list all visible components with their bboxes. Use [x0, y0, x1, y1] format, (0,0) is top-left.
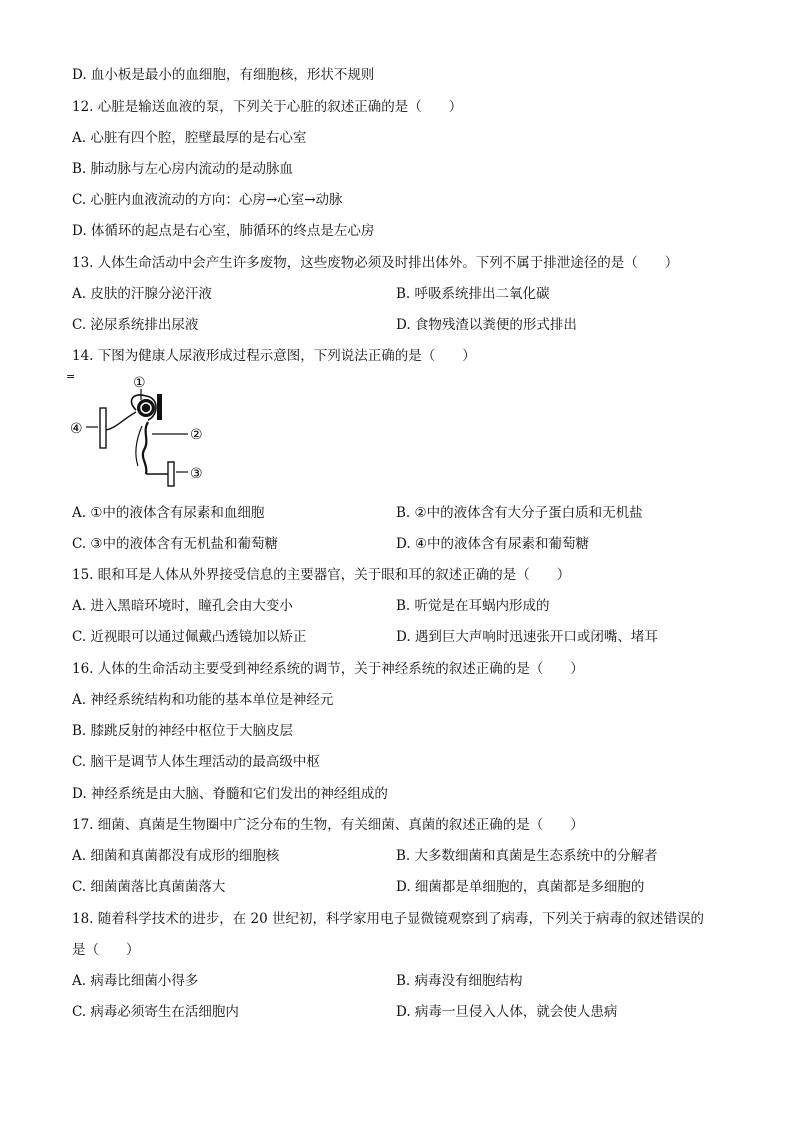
option-12b: B. 肺动脉与左心房内流动的是动脉血	[72, 161, 294, 177]
question-12: 12. 心脏是输送血液的泵，下列关于心脏的叙述正确的是（ ）	[72, 99, 463, 115]
option-16d: D. 神经系统是由大脑、脊髓和它们发出的神经组成的	[72, 786, 388, 802]
options-13ab	[72, 285, 722, 303]
question-14: 14. 下图为健康人尿液形成过程示意图，下列说法正确的是（ ）	[72, 348, 476, 364]
options-17cd	[72, 878, 722, 896]
option-16c: C. 脑干是调节人体生理活动的最高级中枢	[72, 754, 320, 770]
option-13c: C. 泌尿系统排出尿液	[72, 317, 199, 333]
nephron-diagram	[64, 370, 224, 488]
question-18: 18. 随着科学技术的进步，在 20 世纪初，科学家用电子显微镜观察到了病毒，下列关于病毒的叙述错误的	[72, 911, 705, 927]
option-15c: C. 近视眼可以通过佩戴凸透镜加以矫正	[72, 629, 307, 645]
option-14b: B. ②中的液体含有大分子蛋白质和无机盐	[396, 505, 643, 521]
option-17d: D. 细菌都是单细胞的，真菌都是多细胞的	[396, 879, 645, 895]
label-1: ①	[133, 375, 146, 391]
tubule-segment	[136, 426, 142, 466]
question-16: 16. 人体的生命活动主要受到神经系统的调节，关于神经系统的叙述正确的是（ ）	[72, 661, 584, 677]
option-13a: A. 皮肤的汗腺分泌汗液	[72, 286, 212, 302]
options-13cd	[72, 316, 722, 334]
options-18ab	[72, 972, 722, 990]
option-14c: C. ③中的液体含有无机盐和葡萄糖	[72, 536, 279, 552]
blood-vessel	[157, 394, 162, 420]
collecting-duct	[100, 408, 106, 448]
label-3: ③	[190, 466, 203, 482]
options-17ab	[72, 847, 722, 865]
option-15d: D. 遇到巨大声响时迅速张开口或闭嘴、堵耳	[396, 629, 658, 645]
option-12c: C. 心脏内血液流动的方向：心房→心室→动脉	[72, 192, 343, 208]
option-12a: A. 心脏有四个腔，腔壁最厚的是右心室	[72, 130, 307, 146]
option-17a: A. 细菌和真菌都没有成形的细胞核	[72, 848, 280, 864]
question-15: 15. 眼和耳是人体从外界接受信息的主要器官，关于眼和耳的叙述正确的是（ ）	[72, 567, 571, 583]
option-18b: B. 病毒没有细胞结构	[396, 973, 523, 989]
option-17b: B. 大多数细菌和真菌是生态系统中的分解者	[396, 848, 658, 864]
question-17: 17. 细菌、真菌是生物圈中广泛分布的生物，有关细菌、真菌的叙述正确的是（ ）	[72, 817, 584, 833]
label-2: ②	[190, 427, 203, 443]
option-17c: C. 细菌菌落比真菌菌落大	[72, 879, 226, 895]
option-13d: D. 食物残渣以粪便的形式排出	[396, 317, 577, 333]
option-16a: A. 神经系统结构和功能的基本单位是神经元	[72, 692, 334, 708]
option-18d: D. 病毒一旦侵入人体，就会使人患病	[396, 1004, 618, 1020]
option-16b: B. 膝跳反射的神经中枢位于大脑皮层	[72, 723, 294, 739]
option-12d: D. 体循环的起点是右心室，肺循环的终点是左心房	[72, 223, 375, 239]
text-line: D. 血小板是最小的血细胞，有细胞核，形状不规则	[72, 67, 375, 83]
outlet-tube	[168, 462, 174, 486]
option-15b: B. 听觉是在耳蜗内形成的	[396, 598, 550, 614]
question-18-cont: 是（ ）	[72, 942, 140, 958]
diagram-mark: =	[66, 370, 76, 383]
option-15a: A. 进入黑暗环境时，瞳孔会由大变小	[72, 598, 293, 614]
label-4: ④	[70, 421, 83, 437]
options-15ab	[72, 597, 722, 615]
renal-tubule	[106, 412, 136, 430]
options-14cd	[72, 535, 722, 553]
options-14ab	[72, 504, 722, 522]
options-18cd	[72, 1003, 722, 1021]
option-14d: D. ④中的液体含有尿素和葡萄糖	[396, 536, 590, 552]
glomerulus	[137, 399, 155, 417]
option-18c: C. 病毒必须寄生在活细胞内	[72, 1004, 239, 1020]
option-13b: B. 呼吸系统排出二氧化碳	[396, 286, 550, 302]
question-13: 13. 人体生命活动中会产生许多废物，这些废物必须及时排出体外。下列不属于排泄途径的是（ ）	[72, 255, 679, 271]
option-14a: A. ①中的液体含有尿素和血细胞	[72, 505, 265, 521]
options-15cd	[72, 628, 722, 646]
tubule-loop	[143, 422, 148, 474]
option-18a: A. 病毒比细菌小得多	[72, 973, 199, 989]
